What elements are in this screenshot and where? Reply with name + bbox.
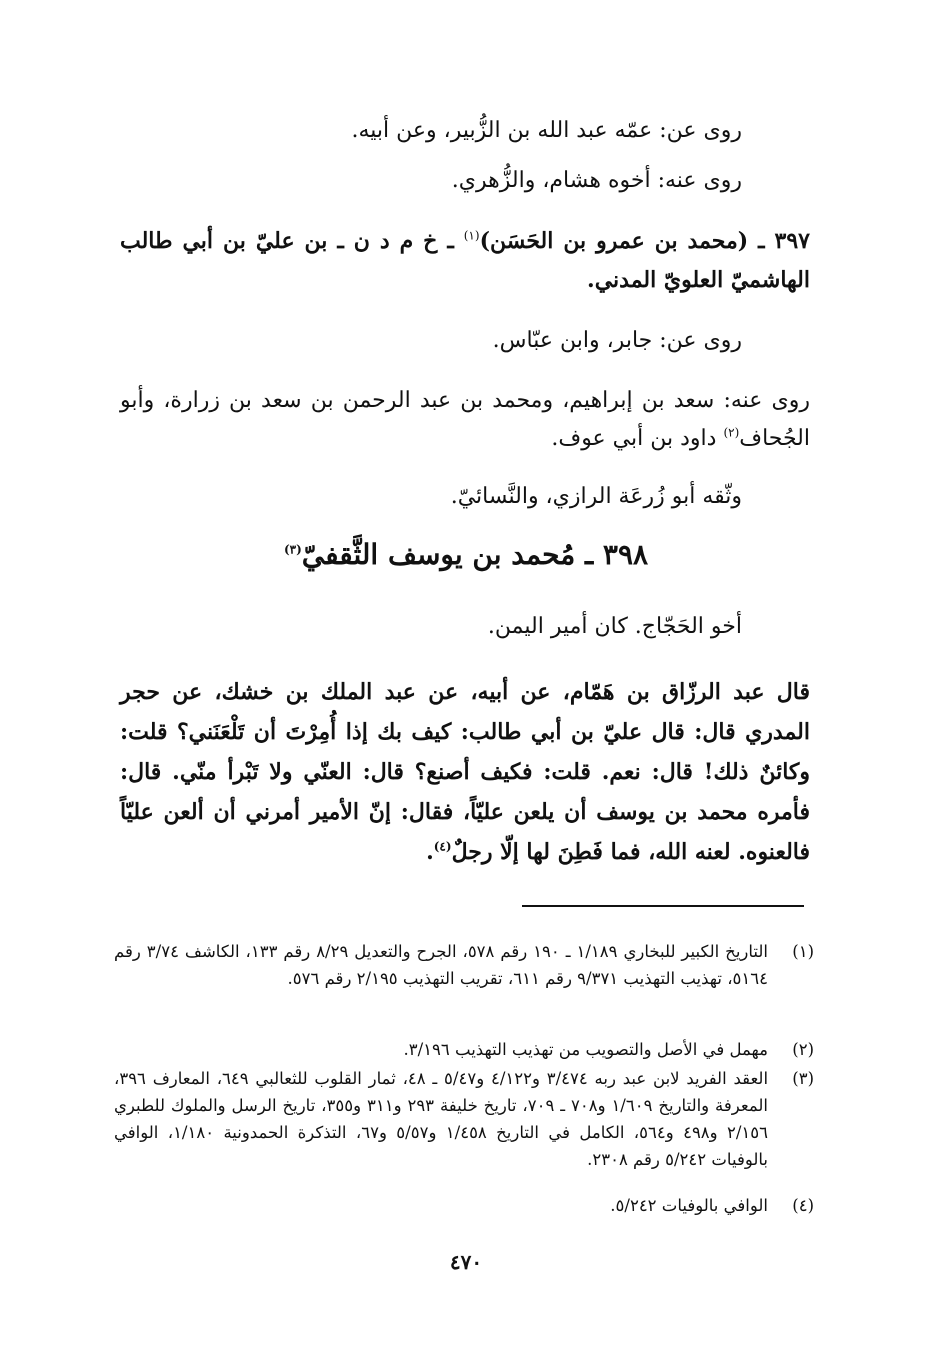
footnote-ref: (٤) [433,839,452,854]
entry-title-rest: ـ خ م د ن ـ بن عليّ بن أبي طالب الهاشميّ العلويّ المدني. [120,228,810,293]
narrated-by-line [120,162,742,200]
trustworthiness-line [120,478,742,516]
footnote-text: العقد الفريد لابن عبد ربه ٣/٤٧٤ و٤/١٢٢ و٥/٤٧ ـ ٤٨، ثمار القلوب للثعالبي ٦٤٩، المعارف ٣٩٦، المعرفة والتاريخ ١/٦٠٩ و٧٠٨ ـ ٧٠٩، تاريخ خليفة ٢٩٣ و٣١١ و٣٥٥، تاريخ الرسل والملوك للطبري ٢/١٥٦ و٤٩٨ و٥٦٤، الكامل في التاريخ ١/٤٥٨ و٥/٥٧ و٦٧، التذكرة الحمدونية ١/١٨٠، الوافي بالوفيات ٥/٢٤٢ رقم ٢٣٠٨. [114,1069,769,1169]
entry-398-heading [0,538,932,571]
footnote-number: (٣) [792,1069,814,1088]
footnote-ref: (١) [463,228,480,243]
footnote-number: (٢) [792,1040,814,1059]
narrated-from-line-397 [120,322,742,360]
footnote-1 [114,938,814,992]
text-line: وثّقه أبو زُرعَة الرازي، والنَّسائيّ. [450,484,742,509]
narration-text: قال عبد الرزّاق بن هَمّام، عن أبيه، عن عبد الملك بن خشك، عن حجر المدري قال: قال عليّ بن أبي طالب: كيف بك إذا أُمِرْتَ أن تَلْعَنَني؟ قلت: وكائنٌ ذلك! قال: نعم. قلت: فكيف أصنع؟ قال: العنّي ولا تَبْرأ منّي. قال: فأمره محمد بن يوسف أن يلعن عليّاً، فقال: إنّ الأمير أمرني أن ألعن عليّاً فالعنوه. لعنه الله، فما فَطِنَ لها إلّا رجلٌ [120,679,810,865]
footnote-number: (٤) [792,1196,814,1215]
narrated-from-line [120,112,742,150]
narration-end: . [426,839,434,865]
entry-title: ٣٩٧ ـ (محمد بن عمرو بن الحَسَن) [479,228,810,254]
footnote-number: (١) [792,942,814,961]
footnote-text: التاريخ الكبير للبخاري ١/١٨٩ ـ ١٩٠ رقم ٥٧٨، الجرح والتعديل ٨/٢٩ رقم ١٣٣، الكاشف ٣/٧٤ رقم ٥١٦٤، تهذيب التهذيب ٩/٣٧١ رقم ٦١١، تقريب التهذيب ٢/١٩٥ رقم ٥٧٦. [114,942,768,988]
text-line: أخو الحَجّاج. كان أمير اليمن. [487,614,742,639]
footnote-divider [522,905,804,907]
footnote-text: مهمل في الأصل والتصويب من تهذيب التهذيب ٣/١٩٦. [403,1040,768,1059]
footnote-3 [114,1065,814,1173]
footnote-4 [114,1192,814,1219]
narrated-by-paragraph-397 [120,382,810,458]
text-line: روى عنه: سعد بن إبراهيم، ومحمد بن عبد الرحمن بن سعد بن زرارة، وأبو الجُحاف [120,388,810,451]
entry-398-narration [120,672,810,872]
footnote-2 [114,1036,814,1063]
text-line: روى عن: جابر، وابن عبّاس. [492,328,742,353]
entry-398-intro [120,608,742,646]
footnote-ref: (٢) [723,425,740,440]
heading-text: ٣٩٨ ـ مُحمد بن يوسف الثَّقفيّ [301,538,649,571]
text-line: داود بن أبي عوف. [551,426,724,451]
text-line: روى عن: عمّه عبد الله بن الزُّبير، وعن أبيه. [351,118,742,143]
page-number: ٤٧٠ [449,1250,483,1274]
text-line: روى عنه: أخوه هشام، والزُّهري. [451,168,742,193]
entry-397 [120,222,810,300]
footnote-text: الوافي بالوفيات ٥/٢٤٢. [610,1196,768,1215]
footnote-ref: (٣) [283,542,302,557]
